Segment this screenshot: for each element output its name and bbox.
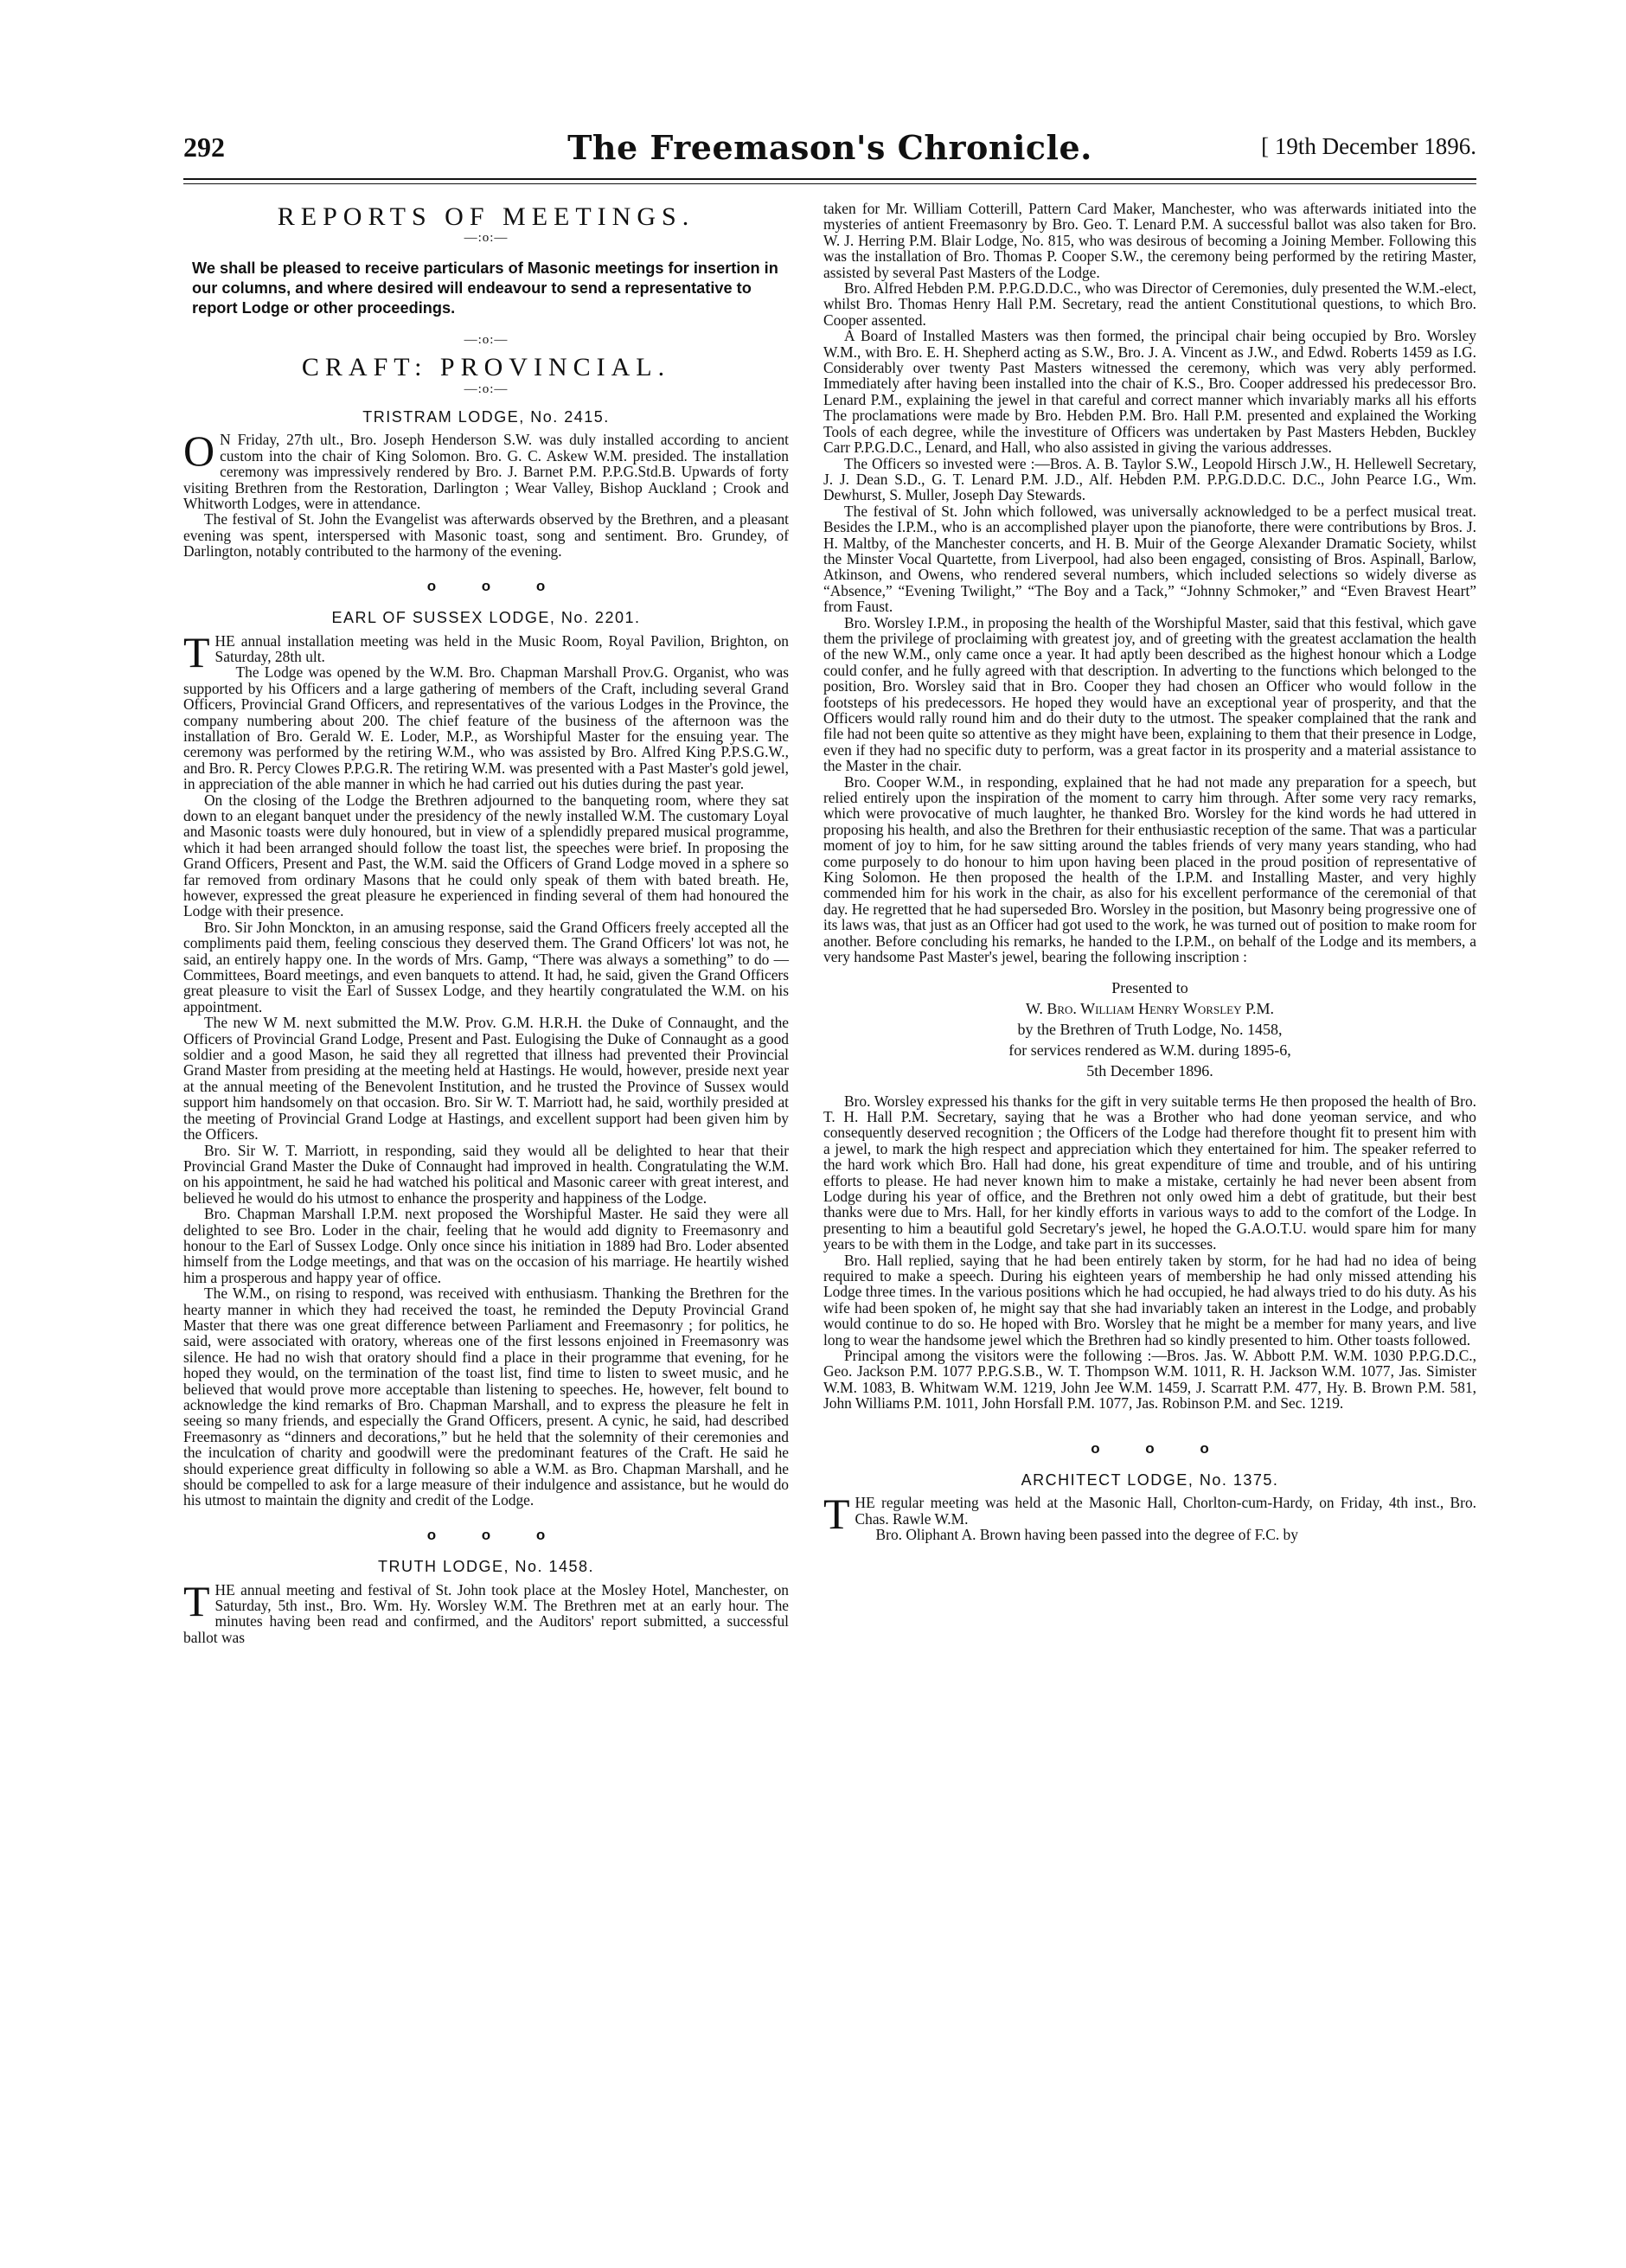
article-paragraph: The Officers so invested were :—Bros. A. B. Taylor S.W., Leopold Hirsch J.W., H. Hellewell Secretary, J. J. Dean S.D., G. T. Lenard P.M. J.D., Alf. Hebden P.M. P.P.G.D.D.C. D.C., John Pearce I.G., Wm. Dewhurst, S. Muller, Joseph Day Stewards.: [823, 454, 1476, 504]
article-paragraph: The Lodge was opened by the W.M. Bro. Chapman Marshall Prov.G. Organist, who was supported by his Officers and a large gathering of members of the Craft, including several Grand Officers, Provincial Grand Officers, and representatives of the various Lodges in the Province, the company numbering about 200. The chief feature of the business of the afternoon was the installation of Bro. Gerald W. E. Loder, M.P., as Worshipful Master for the ensuing year. The ceremony was performed by the retiring W.M., who was assisted by Bro. Alfred King P.P.S.G.W., and Bro. R. Percy Clowes P.P.G.R. The retiring W.M. was presented with a Past Master's gold jewel, in appreciation of the able manner in which he had carried out his duties during the past year.: [183, 663, 789, 793]
article-paragraph: Bro. Sir John Monckton, in an amusing response, said the Grand Officers freely accepted all the compliments paid them, feeling conscious they deserved them. The Grand Officers' lot was not, he said, an entirely happy one. In the words of Mrs. Gamp, “There was always a something” to do —Committees, Board meetings, and even banquets to attend. It had, he said, given the Grand Officers great pleasure to visit the Earl of Sussex Lodge, and they heartily congratulated the W.M. on his appointment.: [183, 918, 789, 1015]
inscription-line: for services rendered as W.M. during 1895-6,: [1008, 1041, 1291, 1059]
article-paragraph: The W.M., on rising to respond, was received with enthusiasm. Thanking the Brethren for the hearty manner in which they had received the toast, he reminded the Deputy Provincial Grand Master that there was one great difference between Parliament and Freemasonry ; for politics, he said, were associated with oratory, whereas one of the first lessons enjoined in Freemasonry was silence. He had no wish that oratory should find a place in their programme that evening, for he hoped they would, on the termination of the toast list, find time to listen to sweet music, and he believed that would prove more acceptable than listening to speeches. He, however, felt bound to acknowledge the kind remarks of Bro. Chapman Marshall, and to express the pleasure he felt in seeing so many friends, and especially the Grand Officers, present. A cynic, he said, had described Freemasonry as “dinners and decorations,” but he held that the solemnity of their ceremonies and the inculcation of charity and goodwill were the predominant features of the Craft. He said he should experience great difficulty in following so able a W.M. as Bro. Chapman Marshall, and he should be compelled to ask for a large measure of their indulgence and assistance, but he would do his utmost to maintain the dignity and credit of the Lodge.: [183, 1285, 789, 1509]
ornament-divider: o o o: [426, 577, 546, 594]
article-paragraph: A Board of Installed Masters was then formed, the principal chair being occupied by Bro. Worsley W.M., with Bro. E. H. Shepherd acting as S.W., Bro. J. A. Vincent as J.W., and Edwd. Roberts 1459 as I.G. Considerably over twenty Past Masters witnessed the ceremony, which was very ably performed. Immediately after having been installed into the chair of K.S., Bro. Cooper addressed his predecessor Bro. Lenard P.M., explaining the jewel in that careful and correct manner which invariably marks all his efforts The proclamations were made by Bro. Hebden P.M. Bro. Hall P.M. presented and explained the Working Tools of each degree, while the investiture of Officers was undertaken by Past Masters Hebden, Buckley Carr P.P.G.D.C., Lenard, and Hall, who also assisted in giving the various addresses.: [823, 327, 1476, 457]
drop-cap: O: [183, 426, 215, 476]
article-paragraph: Bro. Worsley I.P.M., in proposing the health of the Worshipful Master, said that this festival, which gave them the privilege of proclaiming with greatest joy, and of greeting with the greatest acclamation the health of the new W.M., only came once a year. It had aptly been described as the highest honour which a Lodge could confer, and he fully agreed with that description. In adverting to the functions which belonged to the position, Bro. Worsley said that in Bro. Cooper they had chosen an Officer who would follow in the footsteps of his predecessors. He hoped they would have an exceptional year of prosperity, and that the Officers would rally round him and do their duty to the utmost. The speaker complained that the rank and file had not been quite so attentive as they might have been, explaining to them that their presence in Lodge, even if they had no specific duty to perform, was a great factor in its prosperity and a material assistance to the Master in the chair.: [823, 613, 1476, 775]
article-paragraph: The new W M. next submitted the M.W. Prov. G.M. H.R.H. the Duke of Connaught, and the Officers of Provincial Grand Lodge, Present and Past. Eulogising the Duke of Connaught as a good soldier and a good Mason, he said they all regretted that illness had prevented their Provincial Grand Master from presiding at the meeting held at Hastings. He would, however, preside next year at the annual meeting of the Benevolent Institution, and he trusted the Province of Sussex would support him handsomely on that occasion. Bro. Sir W. T. Marriott had, he said, worthily presided at the meeting of Provincial Grand Lodge at Hastings, and excellent support had been given him by the Officers.: [183, 1014, 789, 1144]
article-paragraph: [183, 1576, 789, 1646]
article-paragraph: On the closing of the Lodge the Brethren adjourned to the banqueting room, where they sat down to an elegant banquet under the presidency of the newly installed W.M. The customary Loyal and Masonic toasts were duly honoured, but in view of a splendidly prepared musical programme, which it had been arranged should follow the toast list, the speeches were brief. In proposing the Grand Officers, Present and Past, the W.M. said the Officers of Grand Lodge moved in a sphere so far removed from ordinary Masons that he could only speak of them with bated breath. He, however, expressed the great pleasure he experienced in finding several of them had honoured the Lodge with their presence.: [183, 791, 789, 920]
article-paragraph: Bro. Oliphant A. Brown having been passed into the degree of F.C. by: [875, 1526, 1298, 1544]
left-column: [183, 201, 789, 1645]
article-paragraph: Bro. Sir W. T. Marriott, in responding, said they would all be delighted to hear that their Provincial Grand Master the Duke of Connaught had improved in health. Congratulating the W.M. on his appointment, he said he had watched his political and Masonic career with great interest, and believed he would do his utmost to enhance the prosperity and happiness of the Lodge.: [183, 1141, 789, 1207]
section-title-reports: REPORTS OF MEETINGS.: [277, 202, 695, 231]
article-paragraph: Bro. Hall replied, saying that he had been entirely taken by storm, for he had had no idea of being required to make a speech. During his eighteen years of membership he had only missed attending his Lodge three times. In the various positions which he had occupied, he had always tried to do his duty. As his wife had been spoken of, he might say that she had invariably taken an interest in the Lodge, and probably would continue to do so. He hoped with Bro. Worsley that he might be a member for many years, and live long to wear the handsome jewel which the Brethren had so kindly presented to him. Other toasts followed.: [823, 1251, 1476, 1349]
lodge-heading-tristram: TRISTRAM LODGE, No. 2415.: [362, 408, 610, 426]
section-title-craft: CRAFT: PROVINCIAL.: [301, 353, 671, 382]
article-paragraph: Principal among the visitors were the following :—Bros. Jas. W. Abbott P.M. W.M. 1030 P.P.G.D.C., Geo. Jackson P.M. 1077 P.P.G.S.B., W. T. Thompson W.M. 1011, R. H. Jackson W.M. 1077, Jas. Simister W.M. 1083, B. Whitwam W.M. 1219, John Jee W.M. 1459, J. Scarratt P.M. 477, Hy. B. Brown P.M. 581, John Williams P.M. 1011, John Horsfall P.M. 1077, Jas. Robinson P.M. and Sec. 1219.: [823, 1347, 1476, 1413]
paragraph-text: HE regular meeting was held at the Masonic Hall, Chorlton-cum-Hardy, on Friday, 4th inst., Bro. Chas. Rawle W.M.: [855, 1494, 1476, 1528]
ornament-divider: o o o: [1091, 1439, 1209, 1457]
inscription-line: Presented to: [1111, 978, 1188, 996]
masthead: The Freemason's Chronicle.: [567, 128, 1092, 167]
lodge-heading-sussex: EARL OF SUSSEX LODGE, No. 2201.: [331, 609, 641, 627]
article-paragraph: The festival of St. John the Evangelist was afterwards observed by the Brethren, and a pleasant evening was spent, interspersed with Masonic toast, song and sentiment. Bro. Grundey, of Darlington, notably contributed to the harmony of the evening.: [183, 510, 789, 561]
separator: —:o:—: [464, 332, 509, 347]
paragraph-text: HE annual meeting and festival of St. John took place at the Mosley Hotel, Manchester, on Saturday, 5th inst., Bro. Wm. Hy. Worsley W.M. The Brethren met at an early hour. The minutes having been read and confirmed, and the Auditors' report submitted, a successful ballot was: [183, 1580, 789, 1646]
jewel-inscription: [823, 977, 1476, 1081]
paragraph-text: HE annual installation meeting was held in the Music Room, Royal Pavilion, Brighton, on Saturday, 28th ult.: [214, 631, 789, 665]
paragraph-text: N Friday, 27th ult., Bro. Joseph Henderson S.W. was duly installed according to ancient custom into the chair of King Solomon. Bro. G. C. Askew W.M. presided. The installation ceremony was impressively rendered by Bro. J. Barnet P.M. P.P.G.Std.B. Upwards of forty visiting Brethren from the Restoration, Darlington ; Wear Valley, Bishop Auckland ; Crook and Whitworth Lodges, were in attendance.: [183, 431, 789, 513]
article-paragraph: The festival of St. John which followed, was universally acknowledged to be a perfect musical treat. Besides the I.P.M., who is an accomplished player upon the pianoforte, there were contributions by Bros. J. H. Maltby, of the Manchester concerts, and H. B. Muir of the George Alexander Dramatic Society, whilst the Minster Vocal Quartette, from Liverpool, had also been engaged, consisting of Bros. Aspinall, Barlow, Atkinson, and Owens, who rendered several numbers, which included selections so widely diverse as “Absence,” “Evening Twilight,” “The Boy and a Tack,” “Johnny Schmoker,” and “Even Bravest Heart” from Faust.: [823, 502, 1476, 616]
drop-cap: T: [183, 627, 210, 676]
issue-date: [ 19th December 1896.: [1261, 133, 1476, 159]
inscription-line: W. Bro. William Henry Worsley P.M.: [1026, 999, 1274, 1017]
article-paragraph: [183, 627, 789, 676]
page-header: [183, 128, 1476, 175]
page-number: 292: [183, 131, 225, 163]
lodge-heading-architect: ARCHITECT LODGE, No. 1375.: [1021, 1471, 1279, 1490]
separator: —:o:—: [464, 231, 509, 246]
right-column: [823, 201, 1476, 1543]
inscription-line: by the Brethren of Truth Lodge, No. 1458,: [1017, 1020, 1283, 1038]
header-rule: [183, 178, 1476, 180]
lodge-heading-truth: TRUTH LODGE, No. 1458.: [377, 1558, 595, 1576]
drop-cap: T: [823, 1490, 850, 1539]
article-paragraph: Bro. Cooper W.M., in responding, explained that he had not made any preparation for a speech, but relied entirely upon the inspiration of the moment to carry him through. After some very racy remarks, which were provocative of much laughter, he thanked Bro. Worsley for the kind words he had uttered in proposing his health, and also the Brethren for their enthusiastic reception of the same. That was a particular moment of joy to him, for he saw sitting around the tables friends of very many years standing, who had come purposely to do honour to him upon having been placed in the proud position of representative of King Solomon. He then proposed the health of the I.P.M. and Installing Master, and very highly commended him for his work in the chair, as also for his excellent performance of the ceremonial of that day. He regretted that he had superseded Bro. Worsley in the position, but Masonry being progressive one of its laws was, that just as an Officer had got used to the work, he was turned out of position to make room for another. Before concluding his remarks, he handed to the I.P.M., on behalf of the Lodge and its members, a very handsome Past Master's jewel, bearing the following inscription :: [823, 772, 1476, 966]
ornament-divider: o o o: [426, 1526, 546, 1543]
separator: —:o:—: [464, 381, 509, 396]
drop-cap: T: [183, 1576, 210, 1625]
header-rule-thin: [183, 183, 1476, 184]
article-paragraph: taken for Mr. William Cotterill, Pattern Card Maker, Manchester, who was afterwards initiated into the mysteries of antient Freemasonry by Bro. Geo. T. Lenard P.M. A successful ballot was also taken for Bro. W. J. Herring P.M. Blair Lodge, No. 815, who was desirous of becoming a Joining Member. Following this was the installation of Bro. Thomas P. Cooper S.W., the ceremony being performed by the retiring Master, assisted by several Past Masters of the Lodge.: [823, 200, 1476, 281]
article-paragraph: Bro. Alfred Hebden P.M. P.P.G.D.D.C., who was Director of Ceremonies, duly presented the W.M.-elect, whilst Bro. Thomas Henry Hall P.M. Secretary, read the antient Constitutional questions, to which Bro. Cooper assented.: [823, 279, 1476, 329]
editorial-notice: We shall be pleased to receive particulars of Masonic meetings for insertion in our columns, and where desired will endeavour to send a representative to report Lodge or other proceedings.: [192, 259, 778, 317]
article-paragraph: Bro. Worsley expressed his thanks for the gift in very suitable terms He then proposed the health of Bro. T. H. Hall P.M. Secretary, saying that he was a Brother who had done yeoman service, and who consequently deserved recognition ; the Officers of the Lodge had therefore thought fit to present him with a jewel, to mark the high respect and appreciation which they entertained for him. The speaker referred to the hard work which Bro. Hall had done, his great expenditure of time and trouble, and of his untiring efforts to please. He had never known him to make a mistake, certainly he had never been absent from Lodge during his year of office, and the Brethren not only owed him a debt of gratitude, but their best thanks were due to Mrs. Hall, for her kindly efforts in various ways to add to the comfort of the Lodge. In presenting to him a beautiful gold Secretary's jewel, he hoped the G.A.O.T.U. would spare him for many years to be with them in the Lodge, and take part in its successes.: [823, 1092, 1476, 1253]
inscription-line: 5th December 1896.: [1086, 1061, 1213, 1080]
article-paragraph: Bro. Chapman Marshall I.P.M. next proposed the Worshipful Master. He said they were all delighted to see Bro. Loder in the chair, feeling that he would add dignity to Freemasonry and honour to the Earl of Sussex Lodge. Only once since his initiation in 1889 had Bro. Loder absented himself from the Lodge meetings, and that was on the occasion of his marriage. He heartily wished him a prosperous and happy year of office.: [183, 1205, 789, 1286]
article-paragraph: [183, 426, 789, 513]
